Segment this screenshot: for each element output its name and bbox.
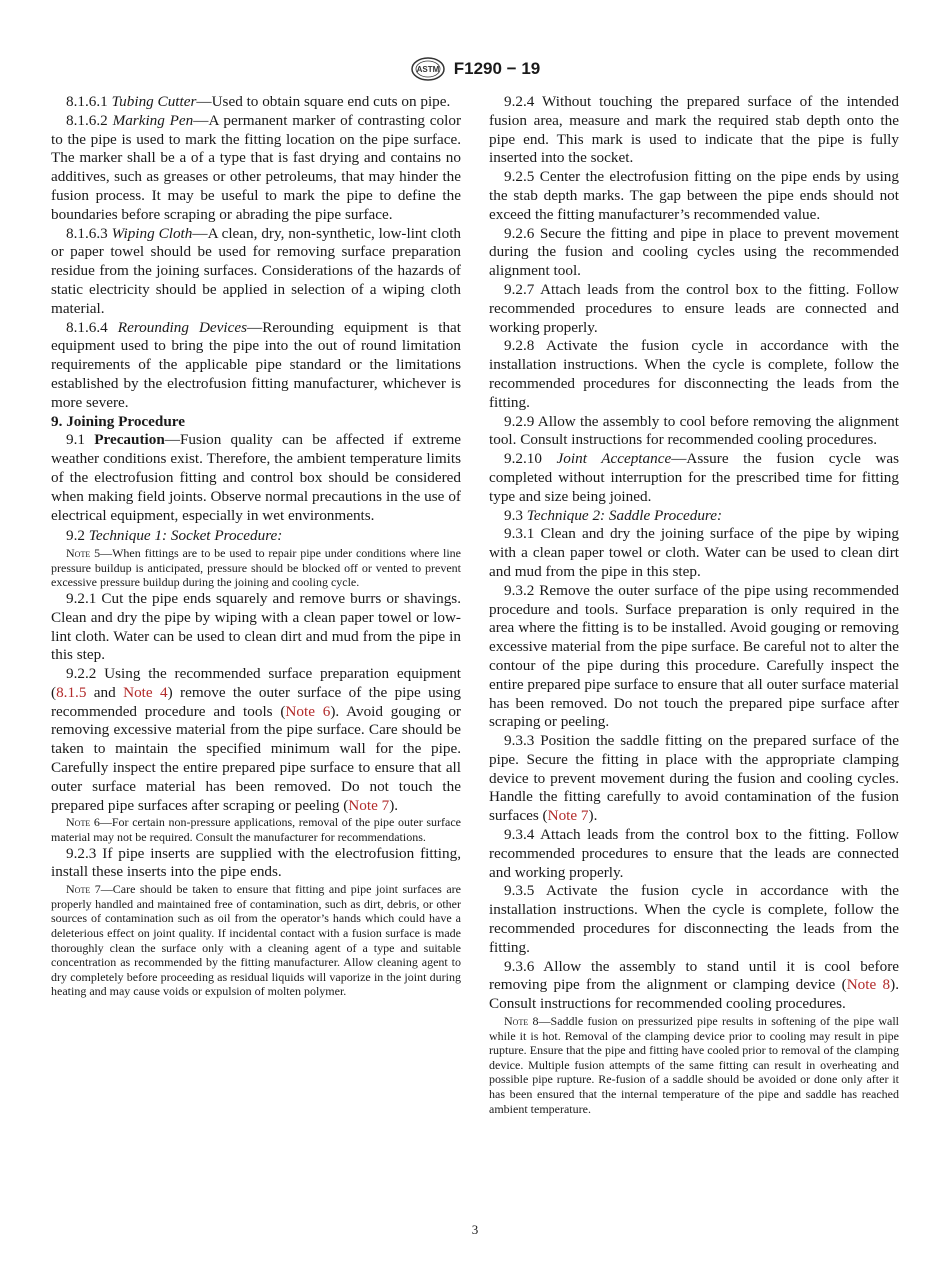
note-5: Note 5—When fittings are to be used to repair pipe under conditions where line pressure buildup is anticipated, pressure should be blocked off or vented to prevent excessive pressure buildup during the joining and cooling cycle.	[51, 546, 462, 590]
para-9-3-2: 9.3.2 Remove the outer surface of the pipe using recommended procedure and tools. Surface preparation is only required in the area where the fitting is to be installed. Avoid gouging or removing excessive material from the pipe surface. Be careful not to alter the contour of the pipe during this procedure. Carefully inspect the entire prepared pipe surface to ensure that all outer surface material has been removed. Do not touch the prepared pipe surface after scraping or peeling.	[489, 581, 899, 731]
para-9-2-2: 9.2.2 Using the recommended surface preparation equipment (8.1.5 and Note 4) remove the outer surface of the pipe using recommended procedure and tools (Note 6). Avoid gouging or removing excessive material from the pipe surface. Care should be taken to maintain the specified minimum wall for the pipe. Carefully inspect the entire prepared pipe surface to ensure that all outer surface material has been removed. Do not touch the prepared pipe surfaces after scraping or peeling (Note 7).	[51, 665, 462, 814]
para-9-2: 9.2 Technique 1: Socket Procedure:	[66, 527, 283, 545]
para-9-3-4: 9.3.4 Attach leads from the control box to the fitting. Follow recommended procedures to ensure that the leads are connected and working properly.	[489, 826, 899, 881]
link-note-4[interactable]: Note 4	[123, 683, 168, 701]
link-note-7-saddle[interactable]: Note 7	[547, 807, 589, 825]
para-9-2-1: 9.2.1 Cut the pipe ends squarely and remove burrs or shavings. Clean and dry the pipe by wiping with a clean paper towel or low-lint cloth. Water can be used to clean dirt and mud from the pipe in this step.	[51, 589, 461, 664]
link-note-8[interactable]: Note 8	[846, 976, 891, 994]
para-9-3-5: 9.3.5 Activate the fusion cycle in accordance with the installation instructions. When the cycle is complete, follow the recommended procedures for disconnecting the leads from the fitting.	[489, 882, 899, 956]
para-9-2-7: 9.2.7 Attach leads from the control box to the fitting. Follow recommended procedures to ensure leads are connected and working properly.	[489, 280, 899, 336]
link-note-6[interactable]: Note 6	[285, 702, 331, 720]
svg-text:ASTM: ASTM	[416, 65, 440, 74]
para-9-2-8: 9.2.8 Activate the fusion cycle in accordance with the installation instructions. When the cycle is complete, follow the recommended procedures for disconnecting the leads from the fitting.	[489, 337, 899, 411]
para-9-2-4: 9.2.4 Without touching the prepared surface of the intended fusion area, measure and mark the required stab depth onto the pipe end. This mark is used to indicate that the pipe is fully inserted into the socket.	[489, 93, 899, 167]
para-9-3-6: 9.3.6 Allow the assembly to stand until it is cool before removing pipe from the alignment or clamping device (Note 8). Consult instructions for recommended cooling procedures.	[489, 957, 899, 1013]
section-heading-joining: 9. Joining Procedure	[51, 412, 186, 430]
para-9-2-9: 9.2.9 Allow the assembly to cool before removing the alignment tool. Consult instructions for recommended cooling procedures.	[489, 412, 899, 449]
para-8-1-6-3: 8.1.6.3 Wiping Cloth—A clean, dry, non-synthetic, low-lint cloth or paper towel should be used for removing surface preparation residue from the joining surfaces. Considerations of the hazards of static electricity should be applied in selection of a wiping cloth material.	[51, 224, 462, 317]
para-9-3-1: 9.3.1 Clean and dry the joining surface of the pipe by wiping with a clean paper towel or cloth. Water can be used to clean dirt and mud from the pipe in this step.	[489, 525, 899, 580]
para-9-3: 9.3 Technique 2: Saddle Procedure:	[504, 506, 723, 524]
para-9-1: 9.1 Precaution—Fusion quality can be affected if extreme weather conditions exist. Therefore, the ambient temperature limits of the electrofusion fitting and control box should be considered when making field joints. Observe normal precautions in the use of electrical equipment, especially in wet environments.	[51, 431, 461, 524]
para-8-1-6-1: 8.1.6.1 Tubing Cutter—Used to obtain square end cuts on pipe.	[66, 93, 451, 110]
standard-designation: F1290 − 19	[453, 59, 541, 78]
para-8-1-6-2: 8.1.6.2 Marking Pen—A permanent marker of contrasting color to the pipe is used to mark the fitting location on the pipe surface. The marker shall be a of a type that is fast drying and contains no additives, such as greases or other petroleums, that may hinder the fusion process. It may be useful to mark the pipe to define the boundaries before scraping or abrading the pipe surface.	[51, 111, 461, 223]
left-column	[51, 93, 461, 999]
astm-logo-icon	[410, 56, 446, 82]
page-header	[0, 56, 950, 82]
note-7: Note 7—Care should be taken to ensure that fitting and pipe joint surfaces are properly handled and maintained free of contamination, such as dirt, debris, or other sources of contamination such as oil from the operator’s hands which could have a deleterious effect on joint quality. If incidental contact with a fusion surface is made thoroughly clean the surface only with a cleaning agent of a type and suitable concentration as recommended by the fitting manufacturer. Allow cleaning agent to dry completely before proceeding as residual liquids will vaporize in the joint during heating and may cause voids or expulsion of molten polymer.	[51, 882, 461, 999]
para-9-2-5: 9.2.5 Center the electrofusion fitting on the pipe ends by using the stab depth marks. The gap between the pipe ends should not exceed the fitting manufacturer’s recommended value.	[489, 168, 899, 223]
para-9-2-6: 9.2.6 Secure the fitting and pipe in place to prevent movement during the fusion and cooling cycles using the recommended alignment tool.	[489, 224, 900, 280]
para-9-2-3: 9.2.3 If pipe inserts are supplied with the electrofusion fitting, install these inserts into the pipe ends.	[51, 844, 461, 881]
link-8-1-5[interactable]: 8.1.5	[56, 683, 87, 701]
note-6: Note 6—For certain non-pressure applications, removal of the pipe outer surface material may not be required. Consult the manufacturer for recommendations.	[51, 815, 461, 845]
note-8: Note 8—Saddle fusion on pressurized pipe results in softening of the pipe wall while it is hot. Removal of the clamping device prior to cooling may result in pipe rupture. Ensure that the pipe and fitting have cooled prior to removal of the clamping device. Multiple fusion attempts of the same fitting can result in overheating and possible pipe rupture. Re-fusion of a saddle should be avoided or done only after it has been ensured that the internal temperature of the pipe and saddle has reached ambient temperature.	[489, 1014, 900, 1116]
para-9-3-3: 9.3.3 Position the saddle fitting on the prepared surface of the pipe. Secure the fitting in place with the appropriate clamping device to prevent movement during the fusion and cooling cycles. Handle the fitting carefully to avoid contamination of the fusion surfaces (Note 7).	[489, 732, 899, 825]
page-number: 3	[471, 1222, 479, 1237]
para-9-2-10: 9.2.10 Joint Acceptance—Assure the fusion cycle was completed without interruption for the prescribed time for fitting type and size being joined.	[489, 450, 900, 505]
right-column	[489, 93, 899, 1116]
link-note-7[interactable]: Note 7	[348, 796, 390, 814]
para-8-1-6-4: 8.1.6.4 Rerounding Devices—Rerounding equipment is that equipment used to bring the pipe into the out of round limitation requirements of the applicable pipe standard or the limitations established by the electrofusion fitting manufacturer, whichever is more severe.	[51, 318, 461, 411]
